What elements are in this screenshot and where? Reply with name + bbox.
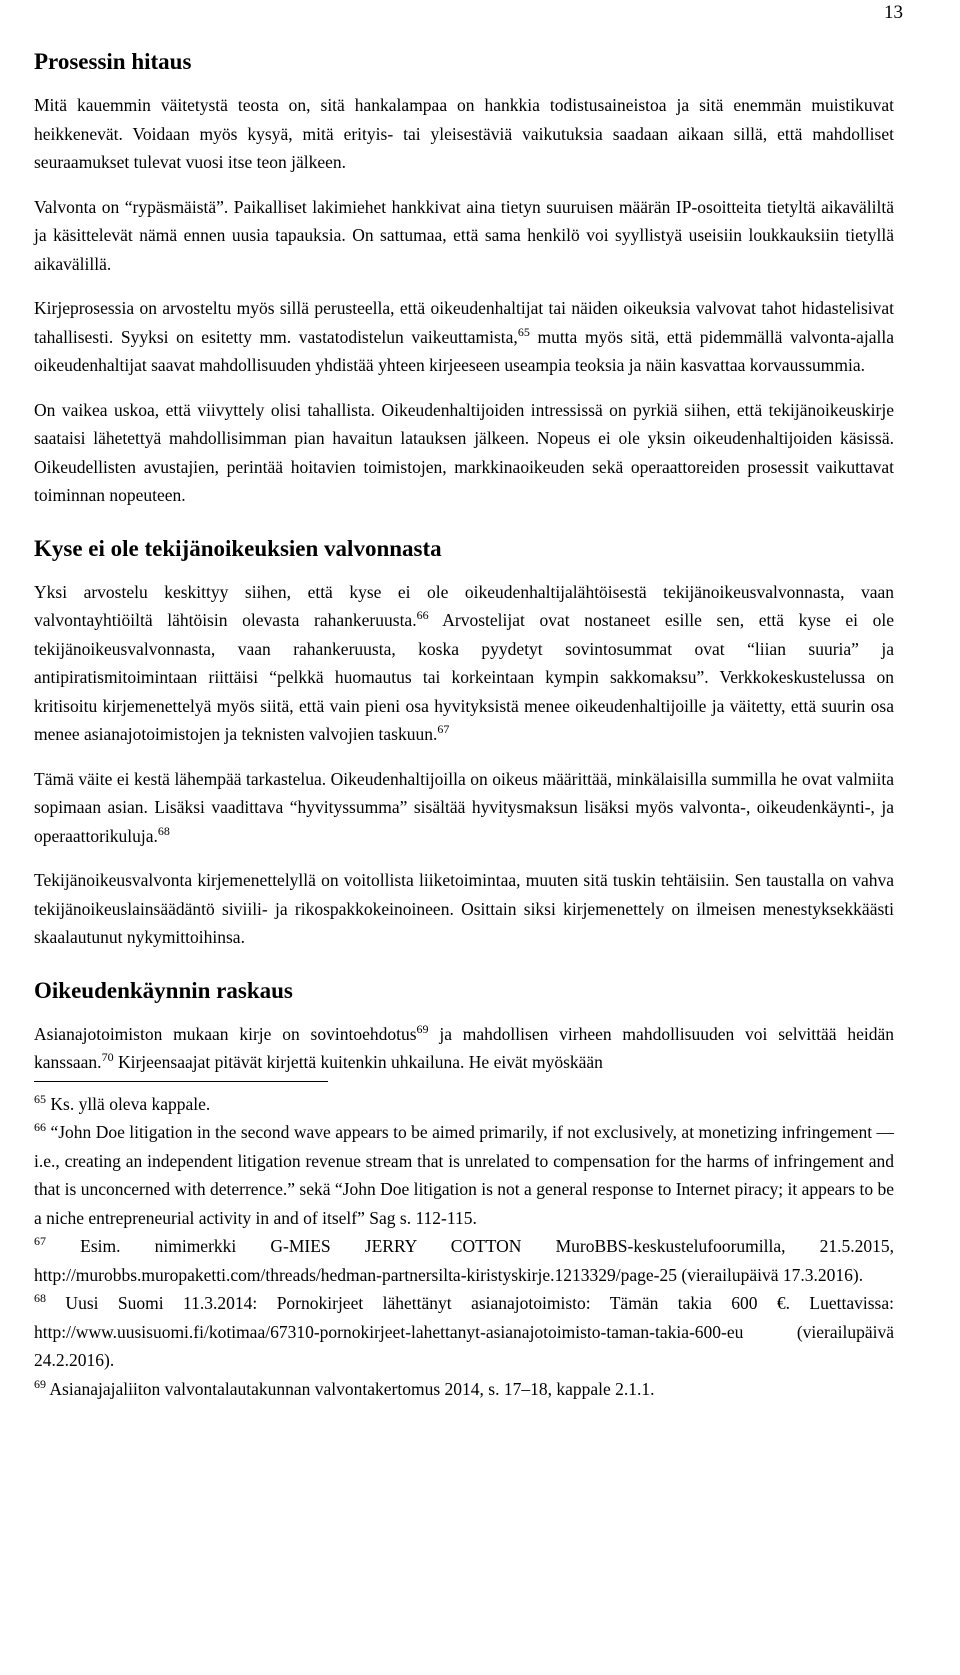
footnote: $^{65}$ Ks. yllä oleva kappale. [34,1091,211,1114]
page-number: 13 [884,2,903,23]
document-body [34,47,894,1403]
footnotes [34,1090,894,1404]
footnote-ref[interactable]: 66 [416,608,429,623]
paragraph: Kirjeprosessia on arvosteltu myös sillä perusteella, että oikeudenhaltijat tai näiden oikeuksia valvovat tahot hidastelisivat tahallisesti. Syyksi on esitetty mm. vastatodistelun vaikeuttamista,$^{65}$ mutta myös sitä, että pidemmällä valvonta-ajalla oikeudenhaltijat saavat mahdollisuuden yhdistää yhteen kirjeeseen useampia teoksia ja näin kasvattaa korvaussummia. [34,298,894,375]
footnote-ref[interactable]: 65 [517,324,530,339]
footnote-ref[interactable]: 69 [416,1021,429,1036]
footnote-ref[interactable]: 70 [101,1050,114,1065]
section-heading: Kyse ei ole tekijänoikeuksien valvonnasta [34,535,442,561]
footnote-divider [34,1081,328,1082]
section-heading: Oikeudenkäynnin raskaus [34,977,293,1003]
footnote-ref[interactable]: 67 [437,722,450,737]
paragraph: On vaikea uskoa, että viivyttely olisi tahallista. Oikeudenhaltijoiden intressissä on pyrkiä siihen, että tekijänoikeuskirje saataisi lähetettyä mahdollisimman pian havaitun latauksen jälkeen. Nopeus ei ole yksin oikeudenhaltijoiden käsissä. Oikeudellisten avustajien, perintää hoitavien toimistojen, markkinaoikeuden sekä operaattoreiden prosessit vaikuttavat toiminnan nopeuteen. [34,399,894,505]
paragraph: Asianajotoimiston mukaan kirje on sovintoehdotus$^{69}$ ja mahdollisen virheen mahdollisuuden voi selvittää heidän kanssaan.$^{70}$ Kirjeensaajat pitävät kirjettä kuitenkin uhkailuna. He eivät myöskään [34,1021,894,1072]
footnote: $^{68}$ Uusi Suomi 11.3.2014: Pornokirjeet lähettänyt asianajotoimisto: Tämän takia 600 €. Luettavissa: http://www.uusisuomi.fi/kotimaa/67310-pornokirjeet-lahettanyt-asianajotoimisto-taman-takia-600-eu (vierailupäivä 24.2.2016). [34,1291,894,1370]
footnote: $^{67}$ Esim. nimimerkki G-MIES JERRY COTTON MuroBBS-keskustelufoorumilla, 21.5.2015, http://murobbs.muropaketti.com/threads/hedman-partnersilta-kiristyskirje.1213329/page-25 (vierailupäivä 17.3.2016). [34,1234,894,1285]
paragraph: Tekijänoikeusvalvonta kirjemenettelyllä on voitollista liiketoimintaa, muuten sitä tuskin tehtäisiin. Sen taustalla on vahva tekijänoikeuslainsäädäntö siviili- ja rikospakkokeinoineen. Osittain siksi kirjemenettely on ilmeisen menestyksekkäästi skaalautunut nykymittoihinsa. [34,870,894,947]
paragraph: Mitä kauemmin väitetystä teosta on, sitä hankalampaa on hankkia todistusaineistoa ja sitä enemmän muistikuvat heikkenevät. Voidaan myös kysyä, mitä erityis- tai yleisestäviä vaikutuksia saadaan aikaan sillä, että mahdolliset seuraamukset tulevat vuosi itse teon jälkeen. [34,95,894,172]
footnote: $^{69}$ Asianajajaliiton valvontalautakunnan valvontakertomus 2014, s. 17–18, kappale 2.1.1. [34,1376,655,1399]
footnote-ref[interactable]: 68 [157,823,170,838]
paragraph: Valvonta on “rypäsmäistä”. Paikalliset lakimiehet hankkivat aina tietyn suuruisen määrän IP-osoitteita tietyltä aikaväliltä ja käsittelevät nämä ennen uusia tapauksia. On sattumaa, että sama henkilö voi syyllistyä useisiin loukkauksiin tietyllä aikavälillä. [34,196,894,274]
section-heading: Prosessin hitaus [34,49,192,74]
paragraph: Yksi arvostelu keskittyy siihen, että kyse ei ole oikeudenhaltijalähtöisestä tekijänoikeusvalvonnasta, vaan valvontayhtiöiltä lähtöisin olevasta rahankeruusta.$^{66}$ Arvostelijat ovat nostaneet esille sen, että kyse ei ole tekijänoikeusvalvonnasta, vaan rahankeruusta, koska pyydetyt sovintosummat ovat “liian suuria” ja antipiratismitoimintaan riittäisi “pelkkä huomautus tai korkeintaan kympin sakkomaksu”. Verkkokeskustelussa on kritisoitu kirjemenettelyä myös siitä, että vain pieni osa hyvityksistä menee oikeudenhaltijoille ja väitetty, että suurin osa menee asianajotoimistojen ja teknisten valvojien taskuun.$^{67}$ [34,581,894,744]
paragraph: Tämä väite ei kestä lähempää tarkastelua. Oikeudenhaltijoilla on oikeus määrittää, minkälaisilla summilla he ovat valmiita sopimaan asian. Lisäksi vaadittava “hyvityssumma” sisältää hyvitysmaksun lisäksi myös valvonta-, oikeudenkäynti-, ja operaattorikuluja.$^{68}$ [34,768,894,846]
footnote: $^{66}$ “John Doe litigation in the second wave appears to be aimed primarily, if not exclusively, at monetizing infringement —i.e., creating an independent litigation revenue stream that is unrelated to compensation for the harms of infringement and that is unconcerned with deterrence.” sekä “John Doe litigation is not a general response to Internet piracy; it appears to be a niche entrepreneurial activity in and of itself” Sag s. 112-115. [34,1120,894,1228]
